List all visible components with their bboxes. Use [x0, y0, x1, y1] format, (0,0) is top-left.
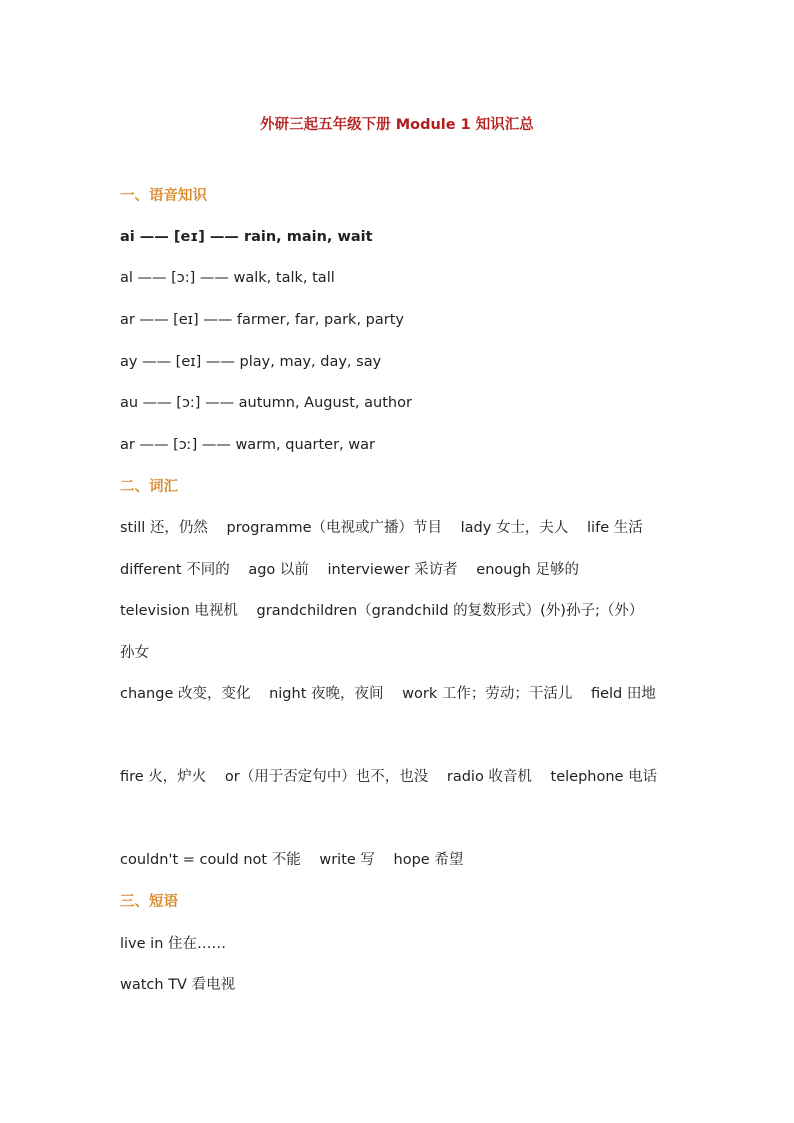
vocab-row: [120, 518, 643, 538]
vocab-item: hope 希望: [393, 852, 464, 868]
vocab-item: night 夜晚，夜间: [269, 686, 384, 702]
vocab-item: different 不同的: [120, 562, 230, 578]
vocab-item: fire 火，炉火: [120, 769, 207, 785]
vocab-item: change 改变，变化: [120, 686, 251, 702]
vocab-item: life 生活: [587, 520, 643, 536]
phonics-line-ai: ai —— [eɪ] —— rain, main, wait: [120, 229, 373, 245]
phonics-line-al: al —— [ɔ:] —— walk, talk, tall: [120, 270, 335, 286]
vocab-item: work 工作；劳动；干活儿: [402, 686, 573, 702]
phonics-line-ar: ar —— [eɪ] —— farmer, far, park, party: [120, 312, 404, 328]
vocab-item: lady 女士，夫人: [460, 520, 569, 536]
section-heading-phrases: 三、短语: [120, 894, 178, 910]
document-page: [120, 0, 700, 1123]
document-title: 外研三起五年级下册 Module 1 知识汇总: [260, 117, 534, 133]
vocab-row-continued: 孙女: [120, 645, 149, 661]
vocab-row: [120, 684, 656, 704]
vocab-item: enough 足够的: [476, 562, 579, 578]
phonics-line-ay: ay —— [eɪ] —— play, may, day, say: [120, 354, 382, 370]
phrase-line: watch TV 看电视: [120, 977, 236, 993]
vocab-item: field 田地: [590, 686, 656, 702]
section-heading-vocabulary: 二、词汇: [120, 479, 178, 495]
vocab-item: ago 以前: [248, 562, 309, 578]
vocab-item: write 写: [319, 852, 375, 868]
vocab-item: radio 收音机: [446, 769, 532, 785]
section-heading-phonics: 一、语音知识: [120, 188, 207, 204]
vocab-item: couldn't = could not 不能: [120, 852, 301, 868]
vocab-item: telephone 电话: [550, 769, 658, 785]
vocab-row: [120, 767, 657, 787]
vocab-row: [120, 560, 579, 580]
vocab-item: television 电视机: [120, 603, 238, 619]
vocab-item: programme（电视或广播）节目: [226, 520, 442, 536]
vocab-row: [120, 601, 643, 621]
vocab-item: grandchildren（grandchild 的复数形式）(外)孙子;（外）: [256, 603, 644, 619]
phrase-line: live in 住在……: [120, 936, 226, 952]
phonics-line-au: au —— [ɔ:] —— autumn, August, author: [120, 395, 412, 411]
vocab-item: still 还，仍然: [120, 520, 208, 536]
vocab-item: or（用于否定句中）也不，也没: [224, 769, 429, 785]
phonics-line-ar-2: ar —— [ɔː] —— warm, quarter, war: [120, 437, 375, 453]
vocab-item: interviewer 采访者: [327, 562, 458, 578]
vocab-row: [120, 850, 463, 870]
